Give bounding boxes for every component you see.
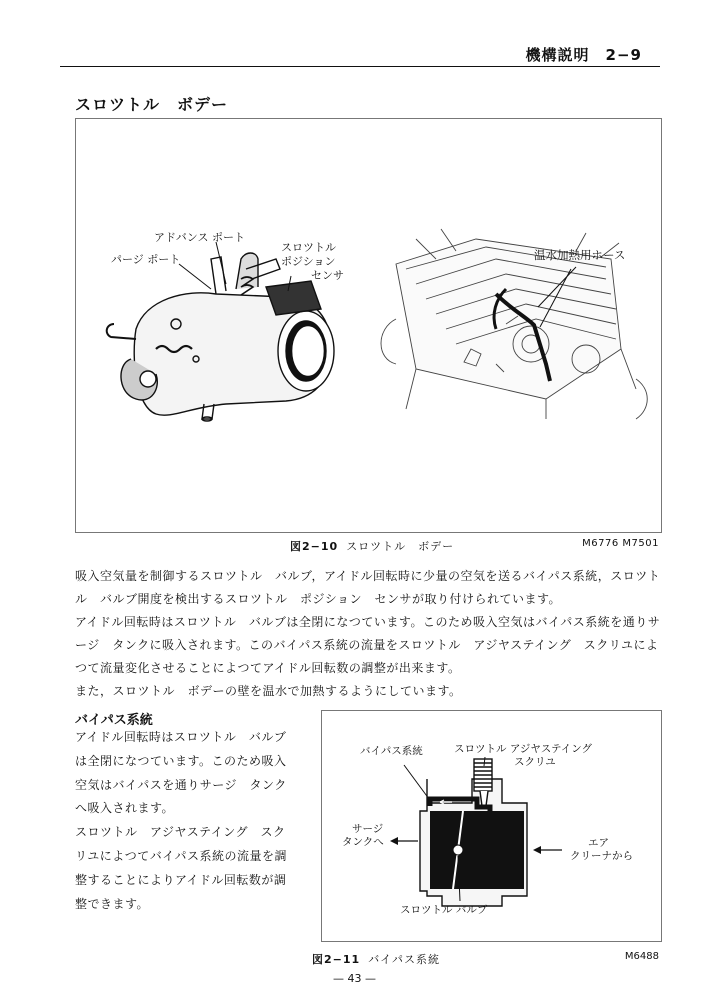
figure1-caption-text: スロツトル ボデー (346, 540, 455, 553)
paragraph-line-5: つて流量変化させることによつてアイドル回転数の調整が出来ます。 (75, 661, 461, 675)
paragraph-line-4: ージ タンクに吸入されます。このバイパス系統の流量をスロツトル アジヤステイング スクリユによ (75, 638, 659, 652)
adjusting-line1: スロツトル アジヤステイング (454, 743, 593, 755)
subsection-line-7: 整することによりアイドル回転数が調 (75, 872, 287, 887)
label-from-air-cleaner (570, 837, 633, 863)
figure-throttle-body (75, 118, 662, 533)
adjusting-line2: スクリユ (514, 756, 556, 768)
label-throttle-position-sensor (281, 241, 344, 283)
page-number: — 43 — (333, 972, 376, 985)
paragraph-line-3: アイドル回転時はスロツトル バルブは全閉になつています。このため吸入空気はバイパス系統を通りサ (75, 615, 661, 629)
figure2-code: M6488 (624, 951, 659, 962)
figure-bypass-system (321, 710, 662, 942)
label-purge-port: パージ ポート (111, 253, 181, 266)
figure2-caption (312, 951, 440, 967)
section-title: スロツトル ボデー (75, 95, 229, 114)
figure2-caption-text: バイパス系統 (368, 953, 440, 966)
label-throttle-valve: スロツトル バルブ (400, 904, 488, 916)
throttle-body-illustration (76, 119, 661, 532)
label-advance-port: アドバンス ポート (154, 231, 245, 244)
paragraph-line-1: 吸入空気量を制御するスロツトル バルブ，アイドル回転時に少量の空気を送るバイパス系統，スロツト (75, 569, 661, 583)
figure1-code: M6776 M7501 (582, 538, 659, 549)
subsection-line-6: リユによつてバイパス系統の流量を調 (75, 848, 288, 863)
label-to-surge-tank (342, 823, 384, 849)
subsection-body (75, 726, 290, 916)
subsection-line-3: 空気はバイパスを通りサージ タンク (75, 777, 287, 792)
tps-line1: スロツトル (281, 241, 336, 254)
label-hot-water-hose: 温水加熱用ホース (534, 248, 626, 262)
air-line1: エア (588, 837, 609, 849)
subsection-line-2: は全閉になつています。このため吸入 (75, 753, 287, 768)
surge-line1: サージ (352, 823, 384, 835)
subsection-line-8: 整できます。 (75, 896, 150, 911)
paragraph-line-2: ル バルブ開度を検出するスロツトル ポジション センサが取り付けられています。 (75, 592, 562, 606)
label-adjusting-screw (454, 743, 592, 769)
subsection-line-1: アイドル回転時はスロツトル バルブ (75, 730, 287, 744)
subsection-title: バイパス系統 (75, 713, 153, 728)
page-header (60, 44, 660, 67)
subsection-line-4: へ吸入されます。 (75, 801, 175, 816)
label-bypass: バイパス系統 (360, 745, 423, 757)
tps-line3: センサ (311, 269, 344, 282)
tps-line2: ポジション (281, 255, 336, 268)
header-title: 機構説明 2−9 (525, 46, 642, 64)
figure1-number: 図2−10 (290, 540, 339, 553)
surge-line2: タンクへ (342, 836, 384, 848)
paragraph-line-6: また，スロツトル ボデーの壁を温水で加熱するようにしています。 (75, 684, 462, 698)
air-line2: クリーナから (570, 850, 633, 862)
subsection-line-5: スロツトル アジヤステイング スク (75, 825, 286, 840)
figure1-caption (290, 538, 454, 554)
figure2-number: 図2−11 (312, 953, 361, 966)
